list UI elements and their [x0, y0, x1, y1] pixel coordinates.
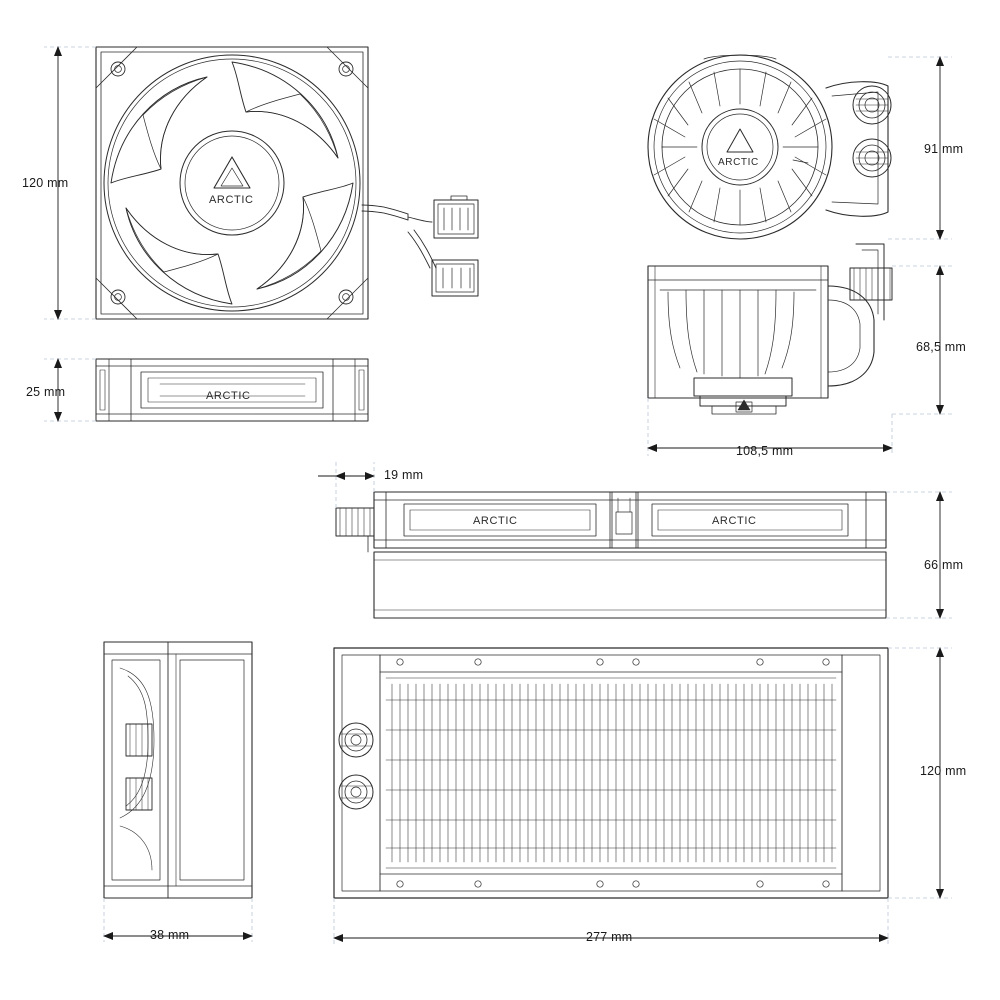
dimension-radiator-length: 277 mm [586, 930, 633, 944]
dimension-fitting-offset: 19 mm [384, 468, 424, 482]
dimension-radiator-height: 120 mm [920, 764, 967, 778]
dimension-pump-height: 91 mm [924, 142, 964, 156]
dimension-fan-height: 120 mm [22, 176, 69, 190]
dimension-assembly-height: 66 mm [924, 558, 964, 572]
pump-top-logo: ARCTIC [718, 157, 759, 168]
dimension-pump-width: 108,5 mm [736, 444, 794, 458]
pump-top-view [648, 55, 891, 239]
dimension-pump-depth: 68,5 mm [916, 340, 967, 354]
dimension-radiator-thickness: 38 mm [150, 928, 190, 942]
radiator-fan-logo-left: ARCTIC [473, 515, 518, 527]
radiator-side-view [104, 642, 252, 898]
fan-side-logo: ARCTIC [206, 390, 251, 402]
radiator-front-view [334, 648, 888, 898]
radiator-top-view [336, 492, 886, 618]
fan-hub-logo: ARCTIC [209, 194, 254, 206]
pump-side-view [648, 244, 892, 414]
fan-front-view [96, 47, 478, 319]
radiator-fan-logo-right: ARCTIC [712, 515, 757, 527]
dimension-fan-thickness: 25 mm [26, 385, 66, 399]
